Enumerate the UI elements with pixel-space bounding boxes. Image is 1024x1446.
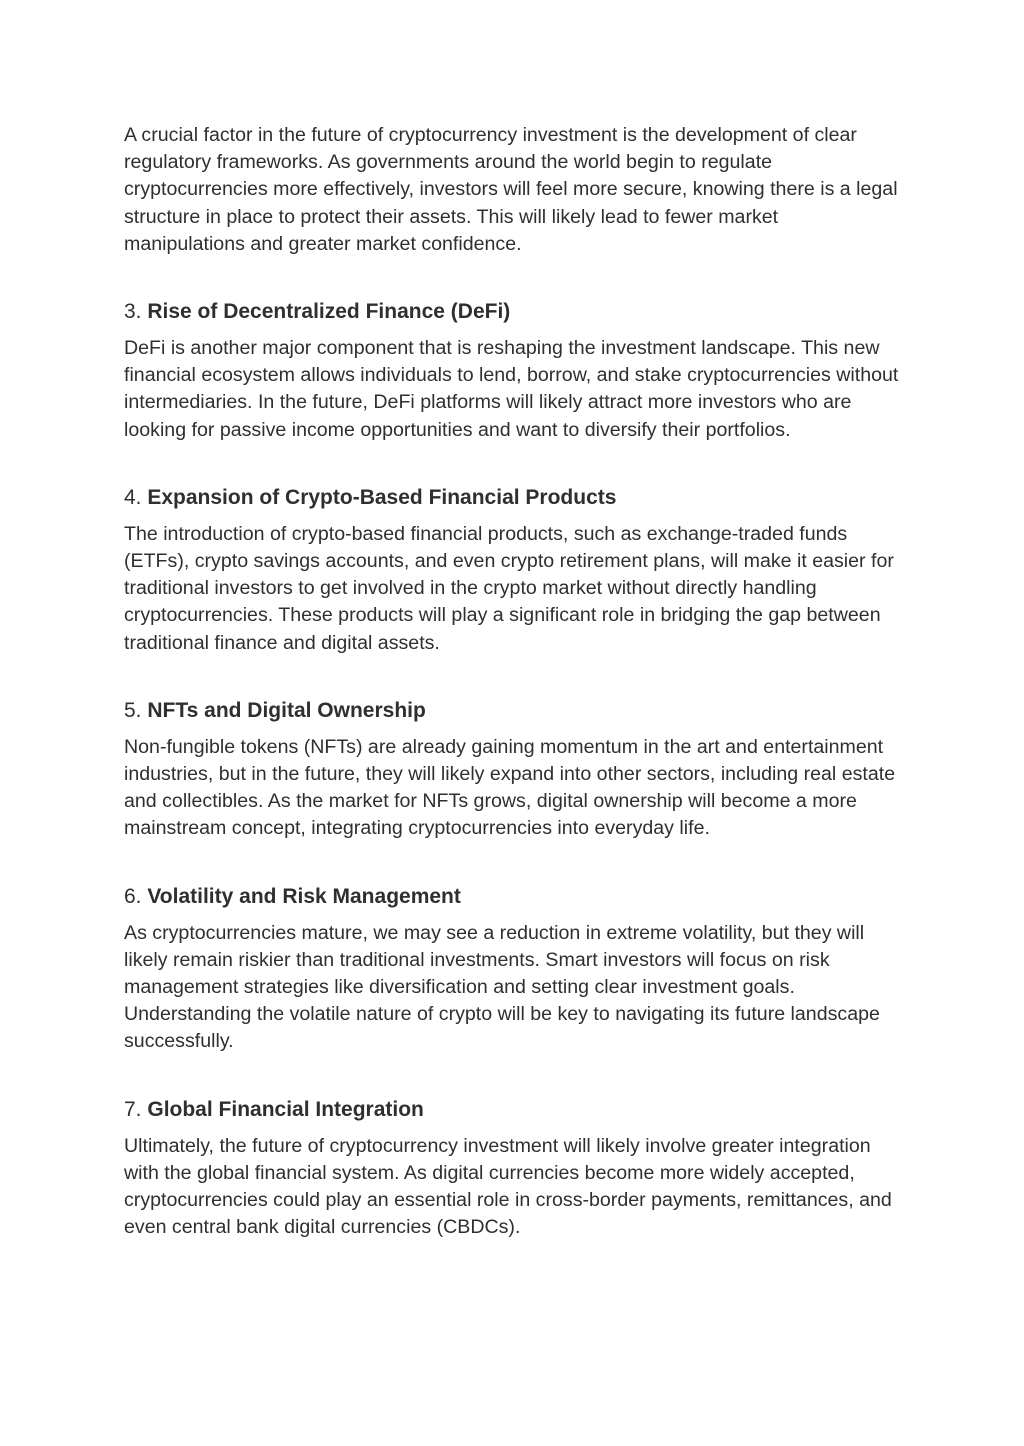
section-number: 3. <box>124 300 142 324</box>
section-title: Expansion of Crypto-Based Financial Products <box>147 485 617 509</box>
section-heading <box>124 484 904 512</box>
document-page <box>124 122 904 1241</box>
section-number: 4. <box>124 485 142 509</box>
section-number: 7. <box>124 1097 142 1121</box>
section-financial-products <box>124 484 904 657</box>
section-body: DeFi is another major component that is reshaping the investment landscape. This new financial ecosystem allows individuals to lend, borrow, and stake cryptocurrencies without intermediaries. In the future, DeFi platforms will likely attract more investors who are looking for passive income opportunities and want to diversify their portfolios. <box>124 337 899 441</box>
section-title: Global Financial Integration <box>147 1097 424 1121</box>
section-body: Ultimately, the future of cryptocurrency investment will likely involve greater integration with the global financial system. As digital currencies become more widely accepted, cryptocurrencies could play an essential role in cross-border payments, remittances, and even central bank digital currencies (CBDCs). <box>124 1134 892 1239</box>
section-heading <box>124 298 904 326</box>
section-body: Non-fungible tokens (NFTs) are already gaining momentum in the art and entertainment industries, but in the future, they will likely expand into other sectors, including real estate and collectibles. As the market for NFTs grows, digital ownership will become a more mainstream concept, integrating cryptocurrencies into everyday life. <box>124 735 896 840</box>
section-defi <box>124 298 904 444</box>
section-volatility <box>124 883 904 1056</box>
section-body: The introduction of crypto-based financial products, such as exchange-traded funds (ETFs), crypto savings accounts, and even crypto retirement plans, will make it easier for traditional investors to get involved in the crypto market without directly handling cryptocurrencies. These products will play a significant role in bridging the gap between traditional finance and digital assets. <box>124 522 894 654</box>
section-number: 6. <box>124 884 142 908</box>
section-title: Rise of Decentralized Finance (DeFi) <box>147 300 511 324</box>
section-heading <box>124 883 904 911</box>
section-body: As cryptocurrencies mature, we may see a reduction in extreme volatility, but they will likely remain riskier than traditional investments. Smart investors will focus on risk management strategies like diversification and setting clear investment goals. Understanding the volatile nature of crypto will be key to navigating its future landscape successfully. <box>124 921 880 1053</box>
section-heading <box>124 1096 904 1124</box>
section-title: Volatility and Risk Management <box>147 884 461 908</box>
intro-paragraph: A crucial factor in the future of cryptocurrency investment is the development of clear regulatory frameworks. As governments around the world begin to regulate cryptocurrencies more effectively, investors will feel more secure, knowing there is a legal structure in place to protect their assets. This will likely lead to fewer market manipulations and greater market confidence. <box>124 124 898 255</box>
section-heading <box>124 697 904 725</box>
section-title: NFTs and Digital Ownership <box>147 698 426 722</box>
section-global-integration <box>124 1096 904 1242</box>
section-number: 5. <box>124 698 142 722</box>
section-nfts <box>124 697 904 843</box>
